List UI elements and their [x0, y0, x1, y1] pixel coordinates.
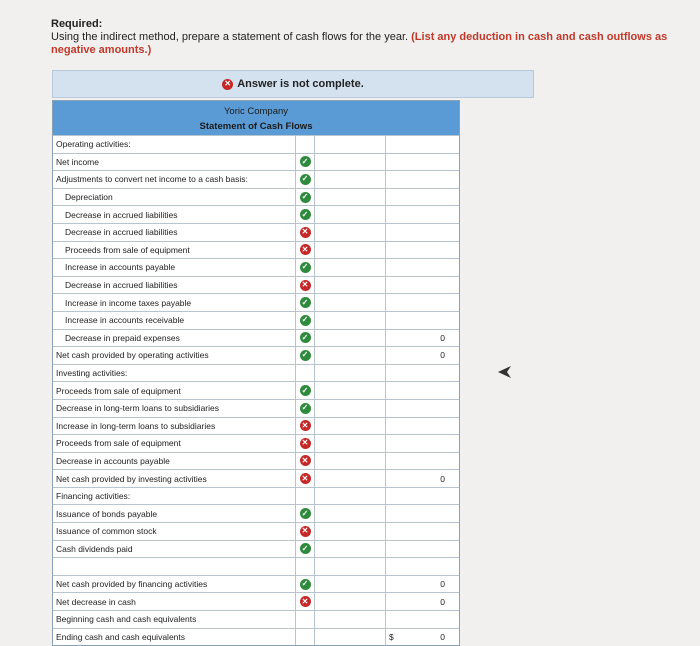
amount-input[interactable]	[315, 206, 386, 223]
table-header	[53, 101, 459, 135]
row-status-cell	[296, 400, 315, 417]
table-row	[53, 504, 459, 522]
table-row	[53, 170, 459, 188]
total-cell[interactable]	[386, 330, 459, 347]
check-circle-icon: ✓	[300, 156, 311, 167]
x-circle-icon: ✕	[300, 420, 311, 431]
row-label-select[interactable]: Net cash provided by financing activities	[53, 576, 296, 593]
row-label-select[interactable]: Investing activities:	[53, 365, 296, 382]
amount-input[interactable]	[315, 593, 386, 610]
total-cell[interactable]	[386, 259, 459, 276]
total-cell[interactable]	[386, 242, 459, 259]
row-status-cell	[296, 453, 315, 470]
total-cell[interactable]	[386, 576, 459, 593]
check-circle-icon: ✓	[300, 262, 311, 273]
row-status-cell	[296, 330, 315, 347]
table-row	[53, 540, 459, 558]
row-label-select[interactable]: Proceeds from sale of equipment	[53, 242, 296, 259]
statement-title: Statement of Cash Flows	[199, 121, 313, 132]
total-cell[interactable]	[386, 629, 459, 646]
total-cell[interactable]	[386, 277, 459, 294]
total-cell[interactable]	[386, 453, 459, 470]
table-row	[53, 329, 459, 347]
table-row	[53, 487, 459, 505]
row-label-select[interactable]: Increase in long-term loans to subsidiaries	[53, 418, 296, 435]
instructions-heading: Required:	[51, 18, 103, 30]
row-label-select[interactable]: Beginning cash and cash equivalents	[53, 611, 296, 628]
amount-input[interactable]	[315, 259, 386, 276]
row-label-select[interactable]: Net income	[53, 154, 296, 171]
total-cell[interactable]	[386, 593, 459, 610]
check-circle-icon: ✓	[300, 385, 311, 396]
row-label-select[interactable]: Proceeds from sale of equipment	[53, 382, 296, 399]
row-status-cell	[296, 382, 315, 399]
total-cell[interactable]	[386, 558, 459, 575]
total-value: 0	[440, 473, 445, 484]
dollar-sign: $	[389, 631, 394, 642]
total-value: 0	[440, 596, 445, 607]
amount-input[interactable]	[315, 611, 386, 628]
x-circle-icon: ✕	[300, 438, 311, 449]
x-circle-icon: ✕	[300, 596, 311, 607]
x-circle-icon: ✕	[300, 473, 311, 484]
row-status-cell	[296, 206, 315, 223]
row-label-select[interactable]: Increase in accounts receivable	[53, 312, 296, 329]
table-row	[53, 135, 459, 153]
table-row	[53, 434, 459, 452]
total-cell[interactable]	[386, 470, 459, 487]
total-cell[interactable]	[386, 347, 459, 364]
table-row	[53, 628, 459, 646]
row-label-select[interactable]: Operating activities:	[53, 136, 296, 153]
row-status-cell	[296, 435, 315, 452]
table-row	[53, 557, 459, 575]
row-status-cell	[296, 136, 315, 153]
check-circle-icon: ✓	[300, 350, 311, 361]
total-cell[interactable]	[386, 206, 459, 223]
company-name: Yoric Company	[223, 106, 289, 117]
total-value: 0	[440, 631, 445, 642]
instructions-text: Using the indirect method, prepare a statement of cash flows for the year.	[51, 31, 409, 43]
check-circle-icon: ✓	[300, 192, 311, 203]
amount-input[interactable]	[315, 382, 386, 399]
amount-input[interactable]	[315, 242, 386, 259]
amount-input[interactable]	[315, 154, 386, 171]
amount-input[interactable]	[315, 541, 386, 558]
row-status-cell	[296, 277, 315, 294]
row-label-select[interactable]: Depreciation	[53, 189, 296, 206]
row-status-cell	[296, 242, 315, 259]
amount-input[interactable]	[315, 294, 386, 311]
row-status-cell	[296, 171, 315, 188]
amount-input[interactable]	[315, 347, 386, 364]
row-label-select[interactable]: Net decrease in cash	[53, 593, 296, 610]
x-circle-icon: ✕	[300, 227, 311, 238]
row-label-select[interactable]: Net cash provided by investing activities	[53, 470, 296, 487]
table-row	[53, 399, 459, 417]
amount-input[interactable]	[315, 400, 386, 417]
total-cell[interactable]	[386, 171, 459, 188]
row-label-select[interactable]: Cash dividends paid	[53, 541, 296, 558]
amount-input[interactable]	[315, 470, 386, 487]
amount-input[interactable]	[315, 330, 386, 347]
check-circle-icon: ✓	[300, 332, 311, 343]
table-row	[53, 592, 459, 610]
table-row	[53, 346, 459, 364]
row-label-select[interactable]: Increase in accounts payable	[53, 259, 296, 276]
instructions-note: (List any deduction in cash and cash outflows as negative amounts.)	[51, 31, 668, 56]
total-cell[interactable]	[386, 611, 459, 628]
total-cell[interactable]	[386, 505, 459, 522]
table-row	[53, 205, 459, 223]
row-label-select[interactable]: Decrease in accrued liabilities	[53, 224, 296, 241]
row-status-cell	[296, 312, 315, 329]
row-status-cell	[296, 347, 315, 364]
total-cell[interactable]	[386, 365, 459, 382]
amount-input[interactable]	[315, 365, 386, 382]
total-cell[interactable]	[386, 488, 459, 505]
table-row	[53, 469, 459, 487]
answer-status-text: Answer is not complete.	[237, 78, 364, 90]
check-circle-icon: ✓	[300, 508, 311, 519]
table-row	[53, 610, 459, 628]
table-row	[53, 188, 459, 206]
check-circle-icon: ✓	[300, 579, 311, 590]
table-row	[53, 364, 459, 382]
check-circle-icon: ✓	[300, 174, 311, 185]
row-status-cell	[296, 418, 315, 435]
table-row	[53, 381, 459, 399]
total-cell[interactable]	[386, 382, 459, 399]
x-circle-icon: ✕	[300, 280, 311, 291]
row-status-cell	[296, 505, 315, 522]
row-label-select[interactable]: Decrease in long-term loans to subsidiaries	[53, 400, 296, 417]
amount-input[interactable]	[315, 277, 386, 294]
row-status-cell	[296, 294, 315, 311]
total-value: 0	[440, 579, 445, 590]
row-label-select[interactable]: Decrease in prepaid expenses	[53, 330, 296, 347]
instructions	[51, 18, 681, 57]
row-label-select[interactable]: Ending cash and cash equivalents	[53, 629, 296, 646]
answer-status-banner	[52, 70, 534, 98]
row-status-cell	[296, 224, 315, 241]
total-cell[interactable]	[386, 136, 459, 153]
row-status-cell	[296, 259, 315, 276]
table-row	[53, 276, 459, 294]
row-label-select[interactable]: Financing activities:	[53, 488, 296, 505]
table-row	[53, 258, 459, 276]
check-circle-icon: ✓	[300, 543, 311, 554]
table-row	[53, 575, 459, 593]
total-cell[interactable]	[386, 400, 459, 417]
total-value: 0	[440, 332, 445, 343]
amount-input[interactable]	[315, 136, 386, 153]
amount-input[interactable]	[315, 224, 386, 241]
total-cell[interactable]	[386, 224, 459, 241]
amount-input[interactable]	[315, 505, 386, 522]
table-row	[53, 293, 459, 311]
x-circle-icon: ✕	[300, 455, 311, 466]
amount-input[interactable]	[315, 312, 386, 329]
total-cell[interactable]	[386, 418, 459, 435]
table-row	[53, 241, 459, 259]
check-circle-icon: ✓	[300, 297, 311, 308]
row-status-cell	[296, 611, 315, 628]
table-row	[53, 522, 459, 540]
row-status-cell	[296, 558, 315, 575]
total-cell[interactable]	[386, 154, 459, 171]
row-status-cell	[296, 154, 315, 171]
amount-input[interactable]	[315, 558, 386, 575]
total-cell[interactable]	[386, 435, 459, 452]
x-circle-icon: ✕	[222, 79, 233, 90]
check-circle-icon: ✓	[300, 315, 311, 326]
table-body	[53, 135, 459, 645]
amount-input[interactable]	[315, 453, 386, 470]
amount-input[interactable]	[315, 523, 386, 540]
total-cell[interactable]	[386, 294, 459, 311]
row-status-cell	[296, 629, 315, 646]
total-value: 0	[440, 350, 445, 361]
table-row	[53, 153, 459, 171]
row-status-cell	[296, 523, 315, 540]
amount-input[interactable]	[315, 189, 386, 206]
check-circle-icon: ✓	[300, 403, 311, 414]
table-row	[53, 311, 459, 329]
total-cell[interactable]	[386, 523, 459, 540]
amount-input[interactable]	[315, 488, 386, 505]
total-cell[interactable]	[386, 541, 459, 558]
row-status-cell	[296, 488, 315, 505]
row-status-cell	[296, 189, 315, 206]
amount-input[interactable]	[315, 418, 386, 435]
mouse-cursor-icon	[498, 366, 512, 378]
amount-input[interactable]	[315, 171, 386, 188]
row-status-cell	[296, 365, 315, 382]
x-circle-icon: ✕	[300, 244, 311, 255]
row-label-select[interactable]: Decrease in accrued liabilities	[53, 277, 296, 294]
row-label-select[interactable]: Adjustments to convert net income to a cash basis:	[53, 171, 296, 188]
table-row	[53, 417, 459, 435]
cash-flow-table	[52, 100, 460, 646]
amount-input[interactable]	[315, 629, 386, 646]
row-label-select[interactable]: Net cash provided by operating activities	[53, 347, 296, 364]
row-label-select[interactable]: Increase in income taxes payable	[53, 294, 296, 311]
row-status-cell	[296, 470, 315, 487]
total-cell[interactable]	[386, 189, 459, 206]
row-label-select[interactable]: Issuance of bonds payable	[53, 505, 296, 522]
total-cell[interactable]	[386, 312, 459, 329]
table-row	[53, 223, 459, 241]
x-circle-icon: ✕	[300, 526, 311, 537]
row-label-select[interactable]: Decrease in accrued liabilities	[53, 206, 296, 223]
amount-input[interactable]	[315, 576, 386, 593]
row-status-cell	[296, 541, 315, 558]
row-label-select[interactable]: Issuance of common stock	[53, 523, 296, 540]
row-label-select[interactable]: Proceeds from sale of equipment	[53, 435, 296, 452]
table-row	[53, 452, 459, 470]
row-label-select[interactable]	[53, 558, 296, 575]
row-status-cell	[296, 576, 315, 593]
row-label-select[interactable]: Decrease in accounts payable	[53, 453, 296, 470]
row-status-cell	[296, 593, 315, 610]
check-circle-icon: ✓	[300, 209, 311, 220]
amount-input[interactable]	[315, 435, 386, 452]
